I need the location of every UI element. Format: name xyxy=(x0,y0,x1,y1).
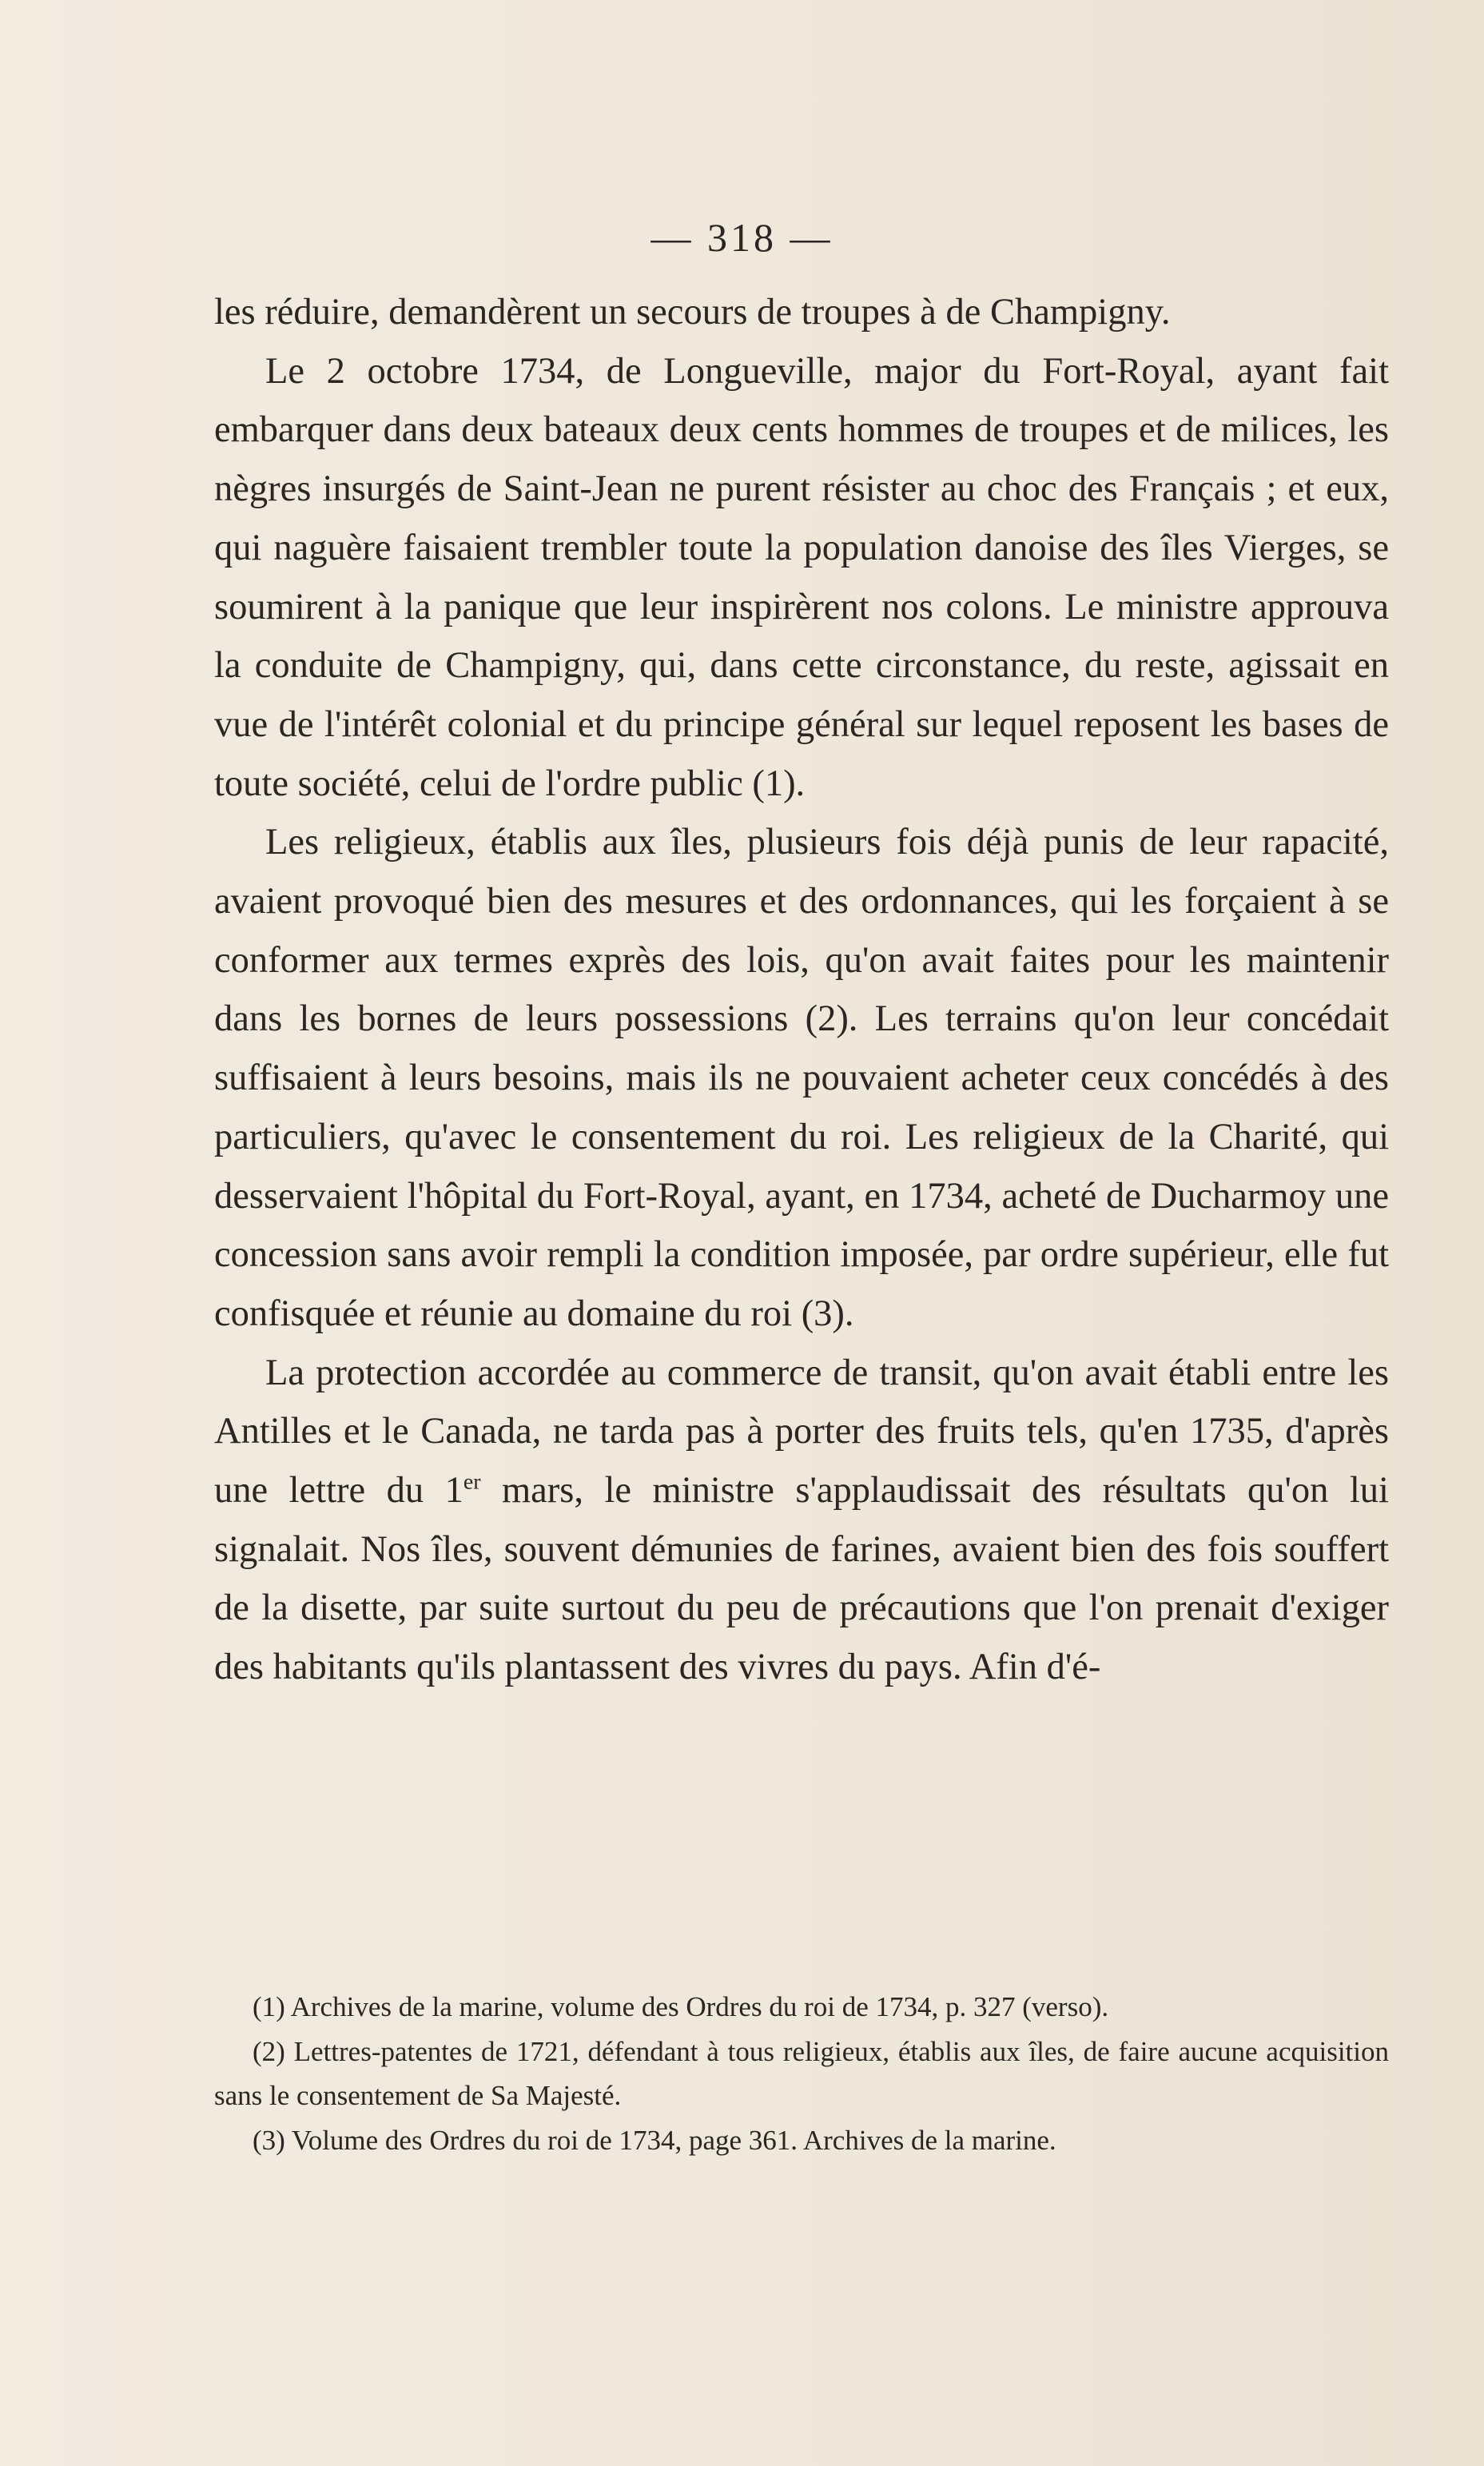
footnote-2-text: (2) Lettres-patentes de 1721, défendant à tous religieux, établis aux îles, de faire aucune acquisition sans le consentement de Sa Majesté. xyxy=(214,2035,1389,2111)
paragraph-commerce-text-b: mars, le ministre s'applaudissait des résultats qu'on lui signalait. Nos îles, souvent démunies de farines, avaient bien des fois souffert de la disette, par suite surtout du peu de précautions que l'on prenait d'exiger des habitants qu'ils plantassent des vivres du pays. Afin d'é- xyxy=(214,1470,1389,1688)
footnote-1-text: (1) Archives de la marine, volume des Ordres du roi de 1734, p. 327 (verso). xyxy=(253,1991,1109,2022)
paragraph-continuation: les réduire, demandèrent un secours de troupes à de Champigny. xyxy=(214,292,1171,333)
paragraph-religieux-text: Les religieux, établis aux îles, plusieurs fois déjà punis de leur rapacité, avaient provoqué bien des mesures et des ordonnances, qui les forçaient à se conformer aux termes exprès des lois, qu'on avait faites pour les maintenir dans les bornes de leurs possessions (2). Les terrains qu'on leur concédait suffisaient à leurs besoins, mais ils ne pouvaient acheter ceux concédés à des particuliers, qu'avec le consentement du roi. Les religieux de la Charité, qui desservaient l'hôpital du Fort-Royal, ayant, en 1734, acheté de Ducharmoy une concession sans avoir rempli la condition imposée, par ordre supérieur, elle fut confisquée et réunie au domaine du roi (3). xyxy=(214,822,1389,1334)
body-text xyxy=(214,283,1389,1697)
superscript-er: er xyxy=(463,1469,481,1495)
paragraph-religieux xyxy=(214,813,1389,1343)
paragraph-commerce xyxy=(214,1344,1389,1697)
page-number: — 318 — xyxy=(650,215,834,260)
paragraph-longueville-text: Le 2 octobre 1734, de Longueville, major du Fort-Royal, ayant fait embarquer dans deux bateaux deux cents hommes de troupes et de milices, les nègres insurgés de Saint-Jean ne purent résister au choc des Français ; et eux, qui naguère faisaient trembler toute la population danoise des îles Vierges, se soumirent à la panique que leur inspirèrent nos colons. Le ministre approuva la conduite de Champigny, qui, dans cette circonstance, du reste, agissait en vue de l'intérêt colonial et du principe général sur lequel reposent les bases de toute société, celui de l'ordre public (1). xyxy=(214,350,1389,804)
paragraph-longueville xyxy=(214,342,1389,814)
footnote-3-text: (3) Volume des Ordres du roi de 1734, page 361. Archives de la marine. xyxy=(253,2124,1056,2156)
paragraph-commerce-text-a: La protection accordée au commerce de transit, qu'on avait établi entre les Antilles et le Canada, ne tarda pas à porter des fruits tels, qu'en 1735, d'après une lettre du 1 xyxy=(214,1352,1389,1512)
footnote-3 xyxy=(214,2118,1389,2163)
footnote-1 xyxy=(214,1985,1389,2030)
footnotes xyxy=(214,1985,1389,2162)
footnote-2 xyxy=(214,2030,1389,2118)
